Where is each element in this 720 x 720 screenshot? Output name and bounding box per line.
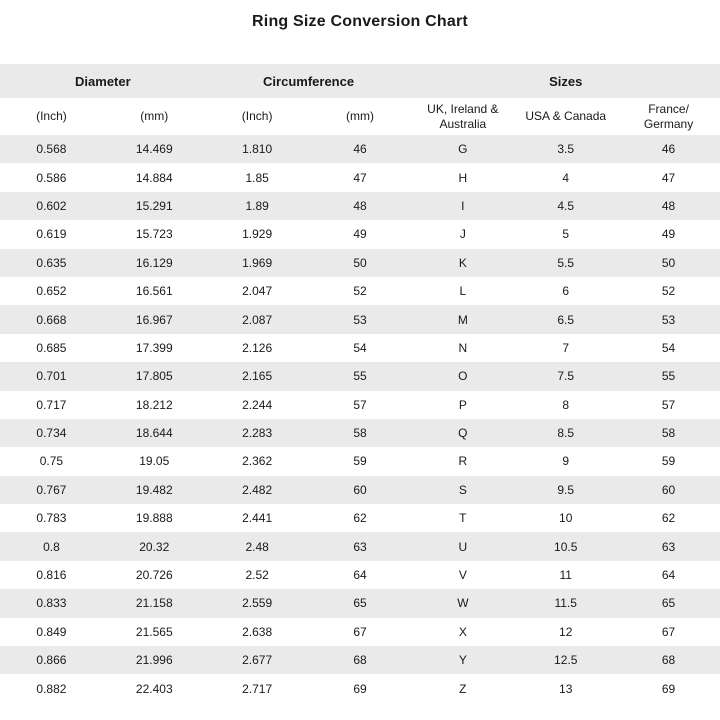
table-cell: 19.05 — [139, 454, 170, 469]
table-cell: 20.32 — [139, 539, 170, 554]
column-header-6: France/ Germany — [643, 101, 694, 131]
table-cell: 2.362 — [242, 454, 273, 469]
table-cell: 12 — [559, 624, 573, 639]
table-column-header-row — [0, 98, 720, 135]
table-row — [0, 447, 720, 475]
table-cell: 5 — [562, 227, 570, 242]
table-cell: 60 — [661, 482, 676, 497]
table-cell: 16.129 — [135, 255, 173, 270]
table-cell: 69 — [661, 681, 676, 696]
table-cell: 13 — [559, 681, 573, 696]
table-cell: 0.717 — [36, 397, 67, 412]
table-row — [0, 419, 720, 447]
table-cell: 10.5 — [554, 539, 578, 554]
table-row — [0, 220, 720, 248]
table-row — [0, 618, 720, 646]
table-cell: I — [461, 198, 465, 213]
table-row — [0, 504, 720, 532]
table-cell: 0.833 — [36, 596, 67, 611]
table-row — [0, 674, 720, 702]
table-row — [0, 249, 720, 277]
table-cell: 2.244 — [242, 397, 273, 412]
table-cell: P — [458, 397, 467, 412]
table-cell: 0.652 — [36, 284, 67, 299]
table-cell: 2.559 — [242, 596, 273, 611]
table-cell: 59 — [353, 454, 367, 469]
table-cell: 2.48 — [245, 539, 269, 554]
table-cell: 18.212 — [135, 397, 173, 412]
table-cell: N — [458, 340, 468, 355]
table-cell: 64 — [353, 568, 367, 583]
table-cell: 12.5 — [554, 653, 578, 668]
table-cell: 0.635 — [36, 255, 67, 270]
table-cell: 47 — [353, 170, 367, 185]
table-cell: 55 — [661, 369, 676, 384]
table-row — [0, 334, 720, 362]
table-cell: 2.677 — [242, 653, 273, 668]
table-cell: 0.882 — [36, 681, 67, 696]
table-cell: 62 — [353, 511, 367, 526]
table-cell: 67 — [353, 624, 367, 639]
table-cell: 0.602 — [36, 198, 67, 213]
group-header-diameter: Diameter — [75, 73, 131, 89]
table-cell: 0.668 — [36, 312, 67, 327]
table-cell: 15.291 — [135, 198, 173, 213]
table-row — [0, 192, 720, 220]
table-cell: 6.5 — [557, 312, 575, 327]
table-cell: 60 — [353, 482, 367, 497]
table-cell: 0.619 — [36, 227, 67, 242]
table-row — [0, 532, 720, 560]
table-row — [0, 561, 720, 589]
table-cell: 2.717 — [242, 681, 273, 696]
table-cell: 5.5 — [557, 255, 575, 270]
group-header-sizes: Sizes — [549, 73, 583, 89]
table-cell: 52 — [353, 284, 367, 299]
table-cell: T — [459, 511, 467, 526]
table-cell: 3.5 — [557, 142, 575, 157]
table-row — [0, 589, 720, 617]
table-cell: 64 — [661, 568, 676, 583]
table-cell: 54 — [661, 340, 676, 355]
column-header-2: (Inch) — [241, 109, 273, 123]
table-cell: 1.969 — [242, 255, 273, 270]
table-cell: 54 — [353, 340, 367, 355]
table-cell: 0.734 — [36, 426, 67, 441]
group-header-circumference: Circumference — [263, 73, 355, 89]
table-cell: 2.441 — [242, 511, 273, 526]
table-cell: 11.5 — [554, 596, 577, 611]
table-cell: L — [459, 284, 467, 299]
table-cell: 57 — [353, 397, 367, 412]
table-cell: 52 — [661, 284, 676, 299]
table-cell: 2.165 — [242, 369, 273, 384]
table-cell: Q — [458, 426, 468, 441]
table-row — [0, 476, 720, 504]
table-cell: 19.888 — [135, 511, 173, 526]
table-cell: 17.805 — [135, 369, 173, 384]
table-cell: 22.403 — [135, 681, 173, 696]
table-cell: 14.884 — [135, 170, 173, 185]
table-cell: 9.5 — [557, 482, 575, 497]
table-cell: 0.568 — [36, 142, 67, 157]
table-cell: 55 — [353, 369, 367, 384]
table-cell: 62 — [661, 511, 676, 526]
table-cell: S — [458, 482, 467, 497]
table-cell: 69 — [353, 681, 367, 696]
column-header-5: USA & Canada — [525, 109, 607, 123]
table-cell: 0.75 — [39, 454, 64, 469]
table-cell: 2.047 — [242, 284, 273, 299]
table-cell: 16.967 — [135, 312, 173, 327]
table-cell: G — [458, 142, 468, 157]
table-cell: 19.482 — [135, 482, 173, 497]
table-cell: 2.638 — [242, 624, 273, 639]
table-cell: 20.726 — [135, 568, 173, 583]
table-cell: 10 — [559, 511, 573, 526]
table-cell: 21.996 — [135, 653, 173, 668]
table-cell: Y — [458, 653, 467, 668]
table-cell: 8.5 — [557, 426, 575, 441]
table-cell: 2.52 — [245, 568, 269, 583]
table-cell: R — [458, 454, 468, 469]
table-cell: 4.5 — [557, 198, 575, 213]
table-cell: 47 — [661, 170, 676, 185]
table-row — [0, 305, 720, 333]
table-cell: 18.644 — [135, 426, 173, 441]
table-cell: 11 — [559, 568, 572, 583]
column-header-3: (mm) — [346, 109, 374, 123]
table-cell: 46 — [661, 142, 676, 157]
table-cell: 2.126 — [242, 340, 273, 355]
table-cell: V — [458, 568, 467, 583]
table-row — [0, 163, 720, 191]
table-cell: 58 — [353, 426, 367, 441]
table-cell: 49 — [353, 227, 367, 242]
table-cell: 65 — [353, 596, 367, 611]
table-cell: 0.586 — [36, 170, 67, 185]
table-cell: 14.469 — [135, 142, 173, 157]
table-cell: O — [458, 369, 468, 384]
table-cell: W — [457, 596, 469, 611]
table-cell: 48 — [353, 198, 367, 213]
table-cell: 2.482 — [242, 482, 273, 497]
table-cell: 16.561 — [135, 284, 173, 299]
table-cell: 1.810 — [242, 142, 273, 157]
table-cell: 50 — [661, 255, 676, 270]
table-cell: 17.399 — [135, 340, 173, 355]
table-cell: 0.685 — [36, 340, 67, 355]
table-cell: 68 — [661, 653, 676, 668]
table-cell: 0.866 — [36, 653, 67, 668]
table-cell: 58 — [661, 426, 676, 441]
table-cell: 0.849 — [36, 624, 67, 639]
table-cell: 9 — [562, 454, 570, 469]
table-cell: 53 — [353, 312, 367, 327]
table-cell: 67 — [661, 624, 676, 639]
table-cell: 1.85 — [245, 170, 269, 185]
table-cell: 68 — [353, 653, 367, 668]
table-cell: H — [458, 170, 468, 185]
table-cell: 50 — [353, 255, 367, 270]
table-cell: K — [458, 255, 467, 270]
table-body — [0, 135, 720, 703]
table-cell: 21.565 — [135, 624, 173, 639]
table-cell: 57 — [661, 397, 676, 412]
table-cell: 0.816 — [36, 568, 67, 583]
table-cell: 21.158 — [135, 596, 173, 611]
table-cell: M — [457, 312, 468, 327]
table-cell: X — [458, 624, 467, 639]
table-cell: 6 — [562, 284, 570, 299]
table-cell: 0.783 — [36, 511, 67, 526]
column-header-1: (mm) — [140, 109, 169, 123]
table-cell: 53 — [661, 312, 676, 327]
table-cell: 15.723 — [135, 227, 173, 242]
table-row — [0, 391, 720, 419]
table-cell: 0.767 — [36, 482, 67, 497]
table-cell: 48 — [661, 198, 676, 213]
table-cell: 7.5 — [557, 369, 575, 384]
table-cell: 49 — [661, 227, 676, 242]
page-title: Ring Size Conversion Chart — [252, 13, 468, 30]
table-cell: 1.89 — [245, 198, 269, 213]
table-group-header-row — [0, 64, 720, 98]
table-cell: 63 — [353, 539, 367, 554]
table-cell: 65 — [661, 596, 676, 611]
table-cell: 1.929 — [242, 227, 273, 242]
table-cell: 0.8 — [43, 539, 60, 554]
table-cell: 4 — [562, 170, 570, 185]
table-row — [0, 646, 720, 674]
table-cell: 7 — [562, 340, 570, 355]
column-header-0: (Inch) — [36, 109, 67, 123]
table-cell: 46 — [353, 142, 367, 157]
column-header-4: UK, Ireland & Australia — [427, 101, 499, 131]
table-cell: 59 — [661, 454, 676, 469]
table-row — [0, 135, 720, 163]
table-cell: 0.701 — [36, 369, 67, 384]
ring-size-table — [0, 64, 720, 703]
table-cell: 2.087 — [242, 312, 273, 327]
table-cell: Z — [459, 681, 467, 696]
table-row — [0, 362, 720, 390]
table-cell: 8 — [562, 397, 570, 412]
table-cell: J — [459, 227, 466, 242]
table-cell: 63 — [661, 539, 676, 554]
table-cell: 2.283 — [242, 426, 273, 441]
table-cell: U — [458, 539, 468, 554]
table-row — [0, 277, 720, 305]
